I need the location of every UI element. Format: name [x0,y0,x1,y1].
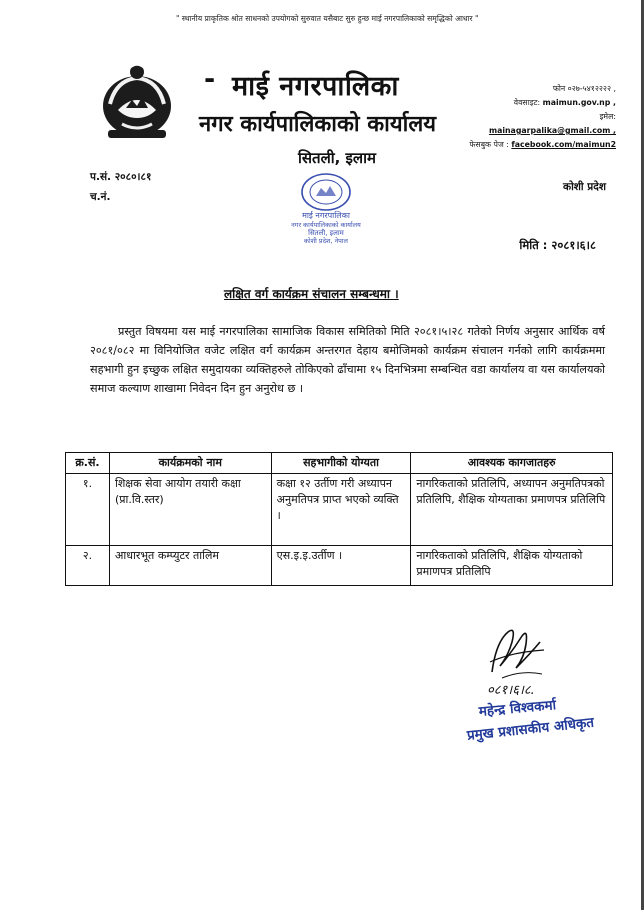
cell-documents: नागरिकताको प्रतिलिपि, शैक्षिक योग्यताको प्रमाणपत्र प्रतिलिपि [411,546,613,586]
cell-sn: १. [66,474,110,546]
office-title: नगर कार्यपालिकाको कार्यालय [199,112,436,137]
patra-sankhya: प.सं. २०८०।८१ [90,171,152,183]
program-table [65,452,613,586]
cell-program: आधारभूत कम्प्युटर तालिम [109,546,271,586]
letter-body: प्रस्तुत विषयमा यस माई नगरपालिका सामाजिक विकास समितिको मिति २०८१।५।२८ गतेको निर्णय अनुसार आर्थिक वर्ष २०८१/०८२ मा विनियोजित वजेट लक्षित वर्ग कार्यक्रम अन्तरगत देहाय बमोजिमको कार्यक्रम संचालन गर्नको लागि कार्यक्रममा सहभागी हुन इच्छुक लक्षित समुदायका व्यक्तिहरुले तोकिएको ढाँचामा १५ दिनभित्रमा सम्बन्धित वडा कार्यालय वा यस कार्यालयको समाज कल्याण शाखामा निवेदन दिन हुन अनुरोध छ । [90,325,605,395]
cell-qualification: कक्षा १२ उर्तीण गरी अध्यापन अनुमतिपत्र प्राप्त भएको व्यक्ति । [271,474,411,546]
contact-phone: फोन ०२७-५४१२२२२ , [552,84,616,93]
cell-documents: नागरिकताको प्रतिलिपि, अध्यापन अनुमतिपत्रको प्रतिलिपि, शैक्षिक योग्यताका प्रमाणपत्र प्रतिलिपि [411,474,613,546]
handwritten-signature [482,622,552,684]
letter-subject: लक्षित वर्ग कार्यक्रम संचालन सम्बन्धमा । [224,287,399,301]
cell-program: शिक्षक सेवा आयोग तयारी कक्षा (प्रा.वि.स्तर) [109,474,271,546]
province-label: कोशी प्रदेश [563,181,606,193]
col-header-program: कार्यक्रमको नाम [109,453,271,474]
signature-date: ०८१।६।८. [487,683,535,698]
cell-sn: २. [66,546,110,586]
nepal-emblem-icon [96,60,178,142]
facebook-label: फेसबुक पेज : [469,140,509,149]
table-header-row [66,453,613,474]
contact-website [514,98,616,108]
letter-date: मिति : २०८१।६।८ [519,238,596,252]
page-title: माई नगरपालिका [232,71,399,102]
signatory-designation: प्रमुख प्रशासकीय अधिकृत [466,714,595,744]
stamp-line-4: कोशी प्रदेश, नेपाल [304,237,348,244]
header-motto: " स्थानीय प्राकृतिक श्रोत साधनको उपयोगको सुरुवात यसैबाट सुरु हुन्छ माई नगरपालिकाको समृद्धिको आधार " [176,14,479,23]
stamp-line-1: माई नगरपालिका [302,211,350,220]
col-header-documents: आवश्यक कागजातहरु [411,453,613,474]
chalani-number: च.नं. [90,191,111,203]
table-row [66,474,613,546]
facebook-link[interactable]: facebook.com/maimun2 [511,140,616,149]
signatory-name: महेन्द्र विश्वकर्मा [478,697,557,720]
office-stamp [280,166,372,244]
table-row [66,546,613,586]
title-dash: - [204,64,216,95]
stamp-line-2: नगर कार्यपालिकाको कार्यालय [291,221,361,229]
stamp-line-3: सितली, इलाम [308,229,344,237]
col-header-qualification: सहभागीको योग्यता [271,453,411,474]
office-location: सितली, इलाम [298,149,376,167]
contact-email[interactable]: mainagarpalika@gmail.com , [488,126,616,135]
website-link[interactable]: maimun.gov.np , [542,98,616,107]
contact-facebook [469,140,616,150]
contact-email-label: इमेल: [599,112,616,121]
website-label: वेवसाइट: [513,98,541,107]
col-header-sn: क्र.सं. [66,453,110,474]
cell-qualification: एस.इ.इ.उर्तीण । [271,546,411,586]
